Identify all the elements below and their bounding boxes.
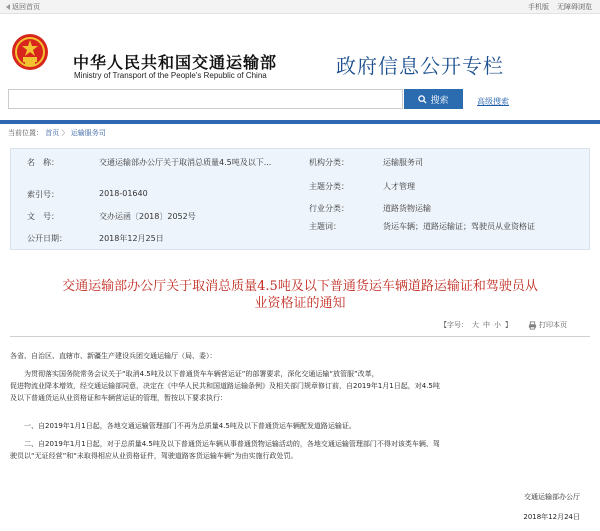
mobile-version-link[interactable]: 手机版 — [528, 3, 549, 11]
accessibility-link[interactable]: 无障碍浏览 — [557, 3, 592, 11]
top-utility-bar — [0, 0, 600, 14]
back-arrow-icon — [6, 4, 10, 10]
site-header — [0, 14, 600, 84]
search-button[interactable] — [404, 89, 463, 109]
paragraph-1 — [10, 368, 580, 404]
document-title-line2: 业资格证的通知 — [254, 296, 346, 311]
ministry-name-cn: 中华人民共和国交通运输部 — [73, 53, 278, 72]
document-tools — [440, 320, 567, 330]
national-emblem-icon — [10, 32, 50, 72]
search-row — [0, 84, 600, 114]
meta-keywords-value: 货运车辆；道路运输证；驾驶员从业资格证 — [383, 222, 535, 231]
meta-topic-value: 人才管理 — [383, 182, 415, 191]
paragraph-1-line3: 及以下普通货运从业资格证和车辆营运证的管理，暂按以下要求执行： — [10, 394, 227, 402]
meta-index-label: 索引号： — [27, 190, 59, 199]
search-input[interactable] — [8, 89, 403, 109]
meta-org-label: 机构分类： — [309, 158, 349, 167]
header-divider — [0, 120, 600, 124]
document-title-line1: 交通运输部办公厅关于取消总质量4.5吨及以下普通货运车辆道路运输证和驾驶员从 — [62, 279, 538, 294]
paragraph-3 — [10, 438, 580, 462]
meta-industry-value: 道路货物运输 — [383, 204, 431, 213]
meta-topic-label: 主题分类： — [309, 182, 349, 191]
meta-index-value: 2018-01640 — [99, 189, 148, 198]
font-size-large[interactable]: 大 — [472, 321, 479, 329]
meta-org-value: 运输服务司 — [383, 158, 423, 167]
meta-docno-value: 交办运函〔2018〕2052号 — [99, 212, 196, 221]
font-size-label: 【字号： — [440, 321, 468, 329]
back-home-link[interactable] — [6, 2, 40, 12]
paragraph-3-line2: 驶员以“无证经营”和“未取得相应从业资格证件，驾驶道路客货运输车辆”为由实施行政处罚。 — [10, 452, 298, 460]
paragraph-2: 一、自2019年1月1日起，各地交通运输管理部门不再为总质量4.5吨及以下普通货运车辆配发道路运输证。 — [10, 422, 356, 430]
advanced-search-link[interactable]: 高级搜索 — [477, 97, 509, 106]
meta-industry-label: 行业分类： — [309, 204, 349, 213]
signature-date: 2018年12月24日 — [523, 513, 580, 521]
salutation: 各省、自治区、直辖市、新疆生产建设兵团交通运输厅（局、委）： — [10, 352, 217, 360]
search-button-label: 搜索 — [430, 95, 449, 106]
signature-org: 交通运输部办公厅 — [524, 493, 580, 501]
breadcrumb-separator: 〉 — [61, 129, 69, 137]
breadcrumb-section[interactable]: 运输服务司 — [70, 129, 106, 137]
meta-date-label: 公开日期： — [27, 234, 67, 243]
meta-name-label: 名 称： — [27, 158, 59, 167]
paragraph-1-line1: 为贯彻落实国务院常务会议关于“取消4.5吨及以下普通货车车辆营运证”的部署要求，深化交通运输“放管服”改革， — [10, 370, 379, 378]
breadcrumb-prefix: 当前位置： — [8, 129, 43, 137]
print-page-button[interactable] — [528, 320, 567, 330]
paragraph-1-line2: 促进物流业降本增效，经交通运输部同意，决定在《中华人民共和国道路运输条例》及相关部门规章修订前，自2019年1月1日起，对4.5吨 — [10, 382, 440, 390]
paragraph-3-line1: 二、自2019年1月1日起，对于总质量4.5吨及以下普通货运车辆从事普通货物运输活动的，各地交通运输管理部门不得对该类车辆、驾 — [10, 440, 440, 448]
font-size-end: 】 — [505, 321, 512, 329]
ministry-name-en: Ministry of Transport of the People's Republic of China — [74, 71, 267, 80]
title-divider — [10, 336, 590, 337]
font-size-medium[interactable]: 中 — [483, 321, 490, 329]
printer-icon — [528, 321, 537, 330]
breadcrumb-home[interactable]: 首页 — [45, 129, 60, 137]
meta-keywords-label: 主题词： — [309, 222, 341, 231]
document-title — [14, 278, 586, 312]
document-metadata — [10, 148, 590, 250]
meta-name-value: 交通运输部办公厅关于取消总质量4.5吨及以下... — [99, 158, 272, 167]
print-page-label: 打印本页 — [539, 321, 567, 329]
font-size-small[interactable]: 小 — [494, 321, 501, 329]
meta-docno-label: 文 号： — [27, 212, 59, 221]
gov-info-column-title: 政府信息公开专栏 — [336, 54, 504, 78]
meta-date-value: 2018年12月25日 — [99, 234, 164, 243]
breadcrumb — [8, 128, 106, 138]
back-home-label: 返回首页 — [12, 3, 40, 11]
search-icon — [418, 95, 427, 104]
